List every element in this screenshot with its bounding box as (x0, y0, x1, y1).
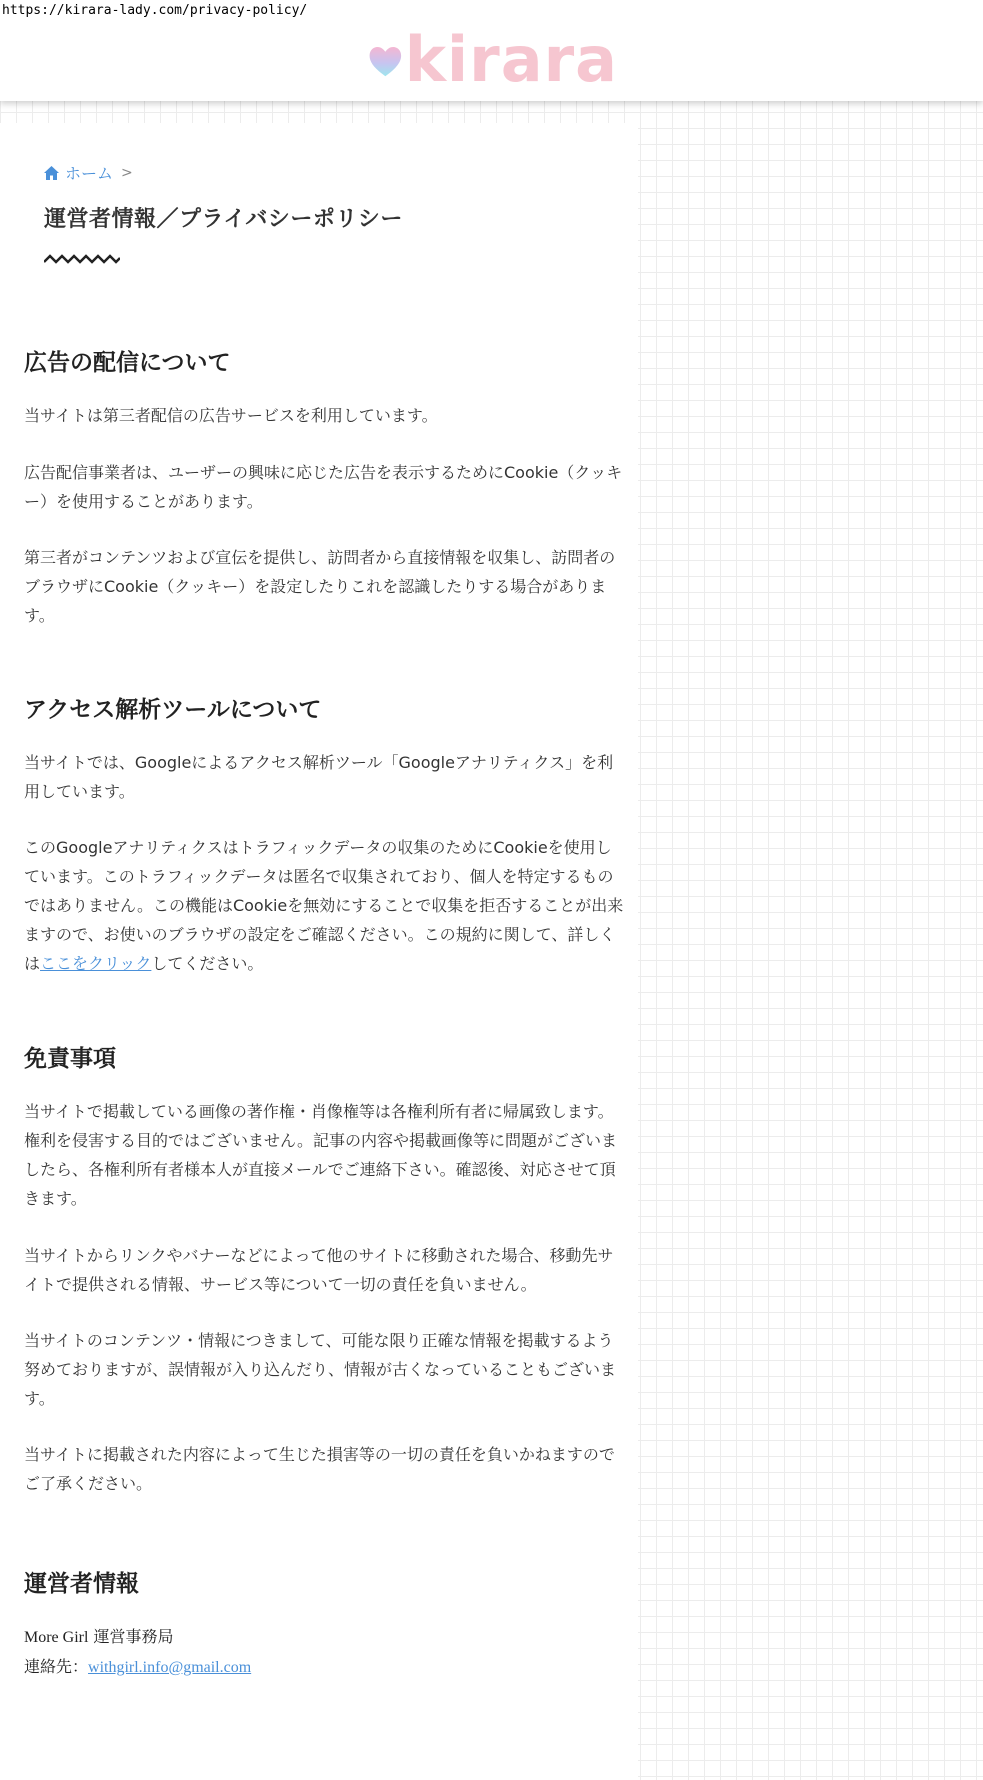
site-logo[interactable] (368, 23, 618, 96)
home-icon (44, 166, 59, 180)
section-title-analytics: アクセス解析ツールについて (24, 697, 322, 723)
operator-contact (24, 1652, 251, 1682)
analytics-policy-link[interactable]: ここをクリック (40, 954, 152, 973)
breadcrumb (44, 161, 133, 184)
paragraph: 第三者がコンテンツおよび宣伝を提供し、訪問者から直接情報を収集し、訪問者のブラウザにCookie（クッキー）を設定したりこれを認識したりする場合があります。 (24, 548, 616, 625)
browser-url: https://kirara-lady.com/privacy-policy/ (0, 0, 311, 22)
paragraph-text: このGoogleアナリティクスはトラフィックデータの収集のためにCookieを使用しています。このトラフィックデータは匿名で収集されており、個人を特定するものではありません。この機能はCookieを無効にすることで収集を拒否することが出来ますので、お使いのブラウザの設定をご確認ください。この規約に関して、詳しくは (24, 838, 624, 973)
breadcrumb-separator: > (121, 164, 133, 181)
paragraph-text-tail: してください。 (151, 954, 264, 973)
paragraph: 当サイトに掲載された内容によって生じた損害等の一切の責任を負いかねますのでご了承ください。 (24, 1445, 615, 1493)
main-content (0, 123, 638, 1780)
section-title-disclaimer: 免責事項 (24, 1046, 116, 1072)
paragraph: 広告配信事業者は、ユーザーの興味に応じた広告を表示するためにCookie（クッキー）を使用することがあります。 (24, 463, 623, 511)
paragraph: 当サイトでは、Googleによるアクセス解析ツール「Googleアナリティクス」を利用しています。 (24, 753, 614, 801)
heart-icon (368, 40, 403, 84)
breadcrumb-home-link[interactable]: ホーム (65, 164, 114, 183)
title-zigzag-decoration (44, 253, 120, 265)
logo-text: kirara (404, 23, 618, 96)
paragraph (24, 833, 624, 978)
paragraph: 当サイトで掲載している画像の著作権・肖像権等は各権利所有者に帰属致します。権利を侵害する目的ではございません。記事の内容や掲載画像等に問題がございましたら、各権利所有者様本人が直接メールでご連絡下さい。確認後、対応させて頂きます。 (24, 1102, 617, 1208)
paragraph: 当サイトは第三者配信の広告サービスを利用しています。 (24, 406, 438, 425)
page-title: 運営者情報／プライバシーポリシー (44, 207, 403, 232)
section-title-ads: 広告の配信について (24, 350, 231, 376)
operator-name: More Girl 運営事務局 (24, 1627, 174, 1646)
paragraph: 当サイトのコンテンツ・情報につきまして、可能な限り正確な情報を掲載するよう努めておりますが、誤情報が入り込んだり、情報が古くなっていることもございます。 (24, 1331, 617, 1408)
contact-email-link[interactable]: withgirl.info@gmail.com (88, 1659, 252, 1676)
operator-info (24, 1622, 251, 1682)
section-title-operator: 運営者情報 (24, 1571, 139, 1597)
contact-label: 連絡先： (24, 1657, 89, 1676)
paragraph: 当サイトからリンクやバナーなどによって他のサイトに移動された場合、移動先サイトで提供される情報、サービス等について一切の責任を負いません。 (24, 1246, 614, 1294)
